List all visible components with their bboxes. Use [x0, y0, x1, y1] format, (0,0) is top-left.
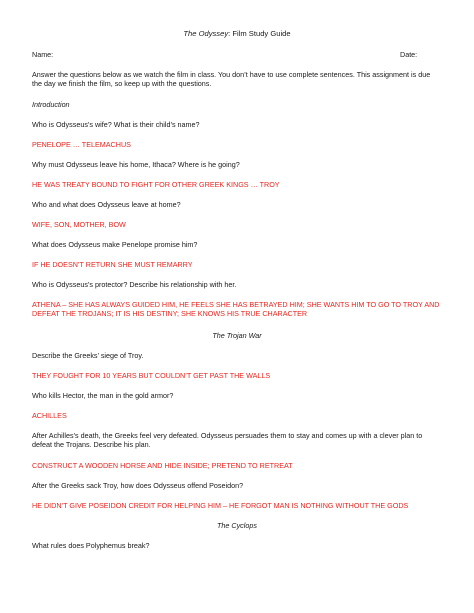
- name-label: Name:: [32, 50, 54, 59]
- section-heading-cyclops: The Cyclops: [217, 521, 257, 530]
- section-heading-introduction: Introduction: [32, 100, 70, 109]
- answer-3: WIFE, SON, MOTHER, BOW: [32, 220, 126, 229]
- answer-7: ACHILLES: [32, 411, 67, 420]
- answer-2: HE WAS TREATY BOUND TO FIGHT FOR OTHER GREEK KINGS … TROY: [32, 180, 280, 189]
- answer-9: HE DIDN’T GIVE POSEIDON CREDIT FOR HELPING HIM – HE FORGOT MAN IS NOTHING WITHOUT THE GODS: [32, 501, 409, 510]
- question-9: After the Greeks sack Troy, how does Odysseus offend Poseidon?: [32, 481, 244, 490]
- question-1: Who is Odysseus’s wife? What is their child’s name?: [32, 120, 200, 129]
- instructions: Answer the questions below as we watch the film in class. You don’t have to use complete sentences. This assignment is due the day we finish the film, so keep up with the questions.: [32, 70, 431, 88]
- page-title: [0, 29, 474, 38]
- question-4: What does Odysseus make Penelope promise him?: [32, 240, 198, 249]
- answer-1: PENELOPE … TELEMACHUS: [32, 140, 131, 149]
- section-heading-trojan-war: The Trojan War: [212, 331, 262, 340]
- answer-8: CONSTRUCT A WOODEN HORSE AND HIDE INSIDE; PRETEND TO RETREAT: [32, 461, 293, 470]
- question-10: What rules does Polyphemus break?: [32, 541, 150, 550]
- question-8: After Achilles’s death, the Greeks feel very defeated. Odysseus persuades them to stay and comes up with a clever plan to defeat the Trojans. Describe his plan.: [32, 431, 423, 449]
- question-7: Who kills Hector, the man in the gold armor?: [32, 391, 174, 400]
- question-5: Who is Odysseus’s protector? Describe his relationship with her.: [32, 280, 237, 289]
- answer-5: ATHENA – SHE HAS ALWAYS GUIDED HIM, HE FEELS SHE HAS BETRAYED HIM; SHE WANTS HIM TO GO TO TROY AND DEFEAT THE TROJANS; IT IS HIS DESTINY; SHE KNOWS HIS TRUE CHARACTER: [32, 300, 440, 318]
- question-2: Why must Odysseus leave his home, Ithaca? Where is he going?: [32, 160, 240, 169]
- title-italic: The Odyssey: [183, 29, 229, 38]
- date-label: Date:: [400, 50, 418, 59]
- answer-4: IF HE DOESN’T RETURN SHE MUST REMARRY: [32, 260, 193, 269]
- question-3: Who and what does Odysseus leave at home?: [32, 200, 181, 209]
- title-rest: : Film Study Guide: [228, 29, 291, 38]
- answer-6: THEY FOUGHT FOR 10 YEARS BUT COULDN’T GET PAST THE WALLS: [32, 371, 271, 380]
- question-6: Describe the Greeks’ siege of Troy.: [32, 351, 144, 360]
